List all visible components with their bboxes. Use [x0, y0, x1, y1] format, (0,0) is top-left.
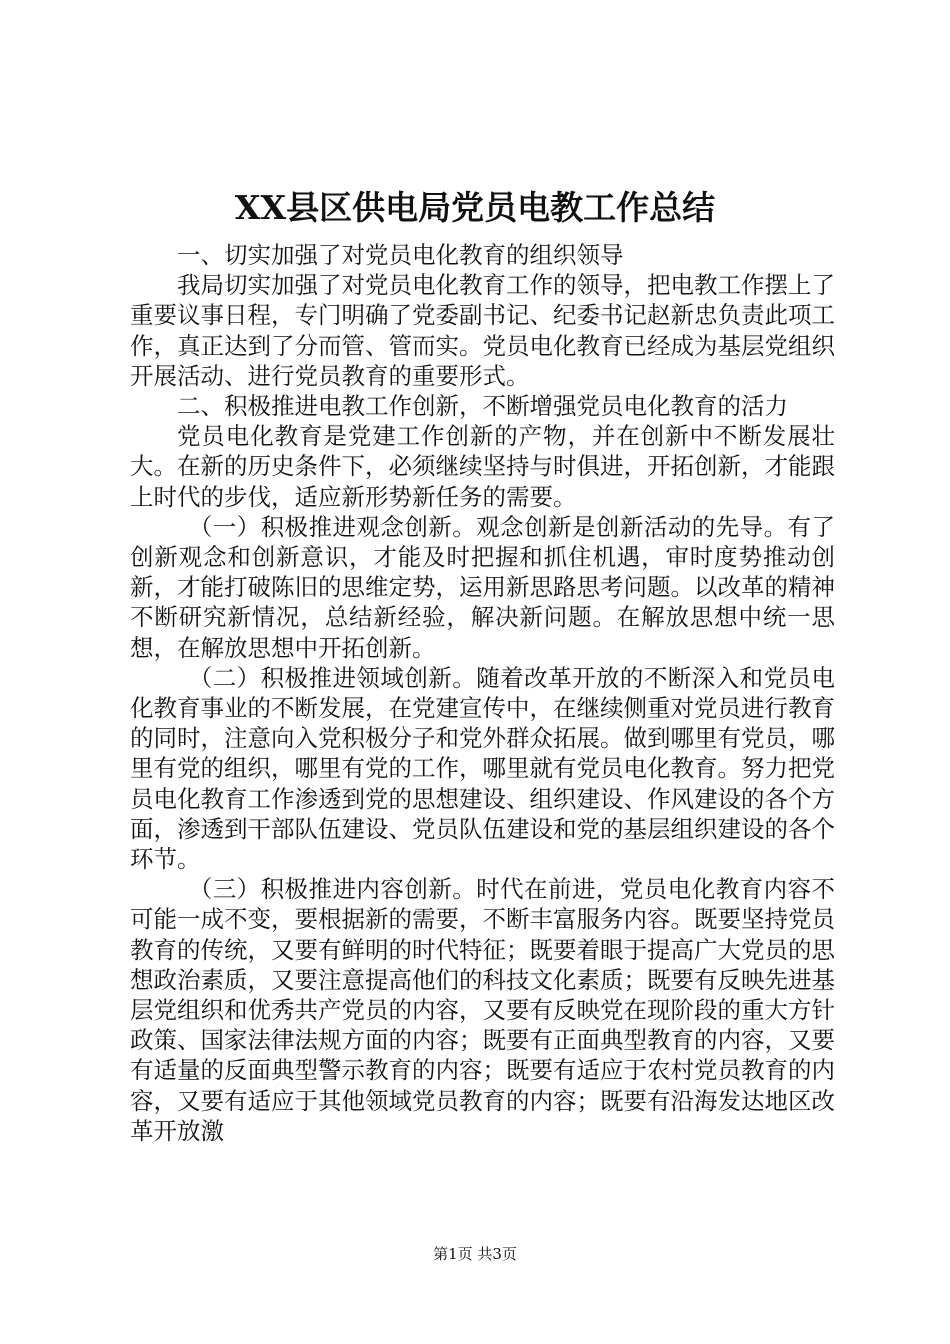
document-title: XX县区供电局党员电教工作总结	[234, 188, 716, 227]
body-paragraph: 党员电化教育是党建工作创新的产物，并在创新中不断发展壮大。在新的历史条件下，必须继续坚持与时俱进，开拓创新，才能跟上时代的步伐，适应新形势新任务的需要。	[130, 422, 835, 511]
section-heading-1: 一、切实加强了对党员电化教育的组织领导	[177, 241, 624, 269]
body-paragraph: 我局切实加强了对党员电化教育工作的领导，把电教工作摆上了重要议事日程，专门明确了党委副书记、纪委书记赵新忠负责此项工作，真正达到了分而管、管而实。党员电化教育已经成为基层党组织开展活动、进行党员教育的重要形式。	[130, 271, 835, 390]
subsection-paragraph-1: （一）积极推进观念创新。观念创新是创新活动的先导。有了创新观念和创新意识，才能及时把握和抓住机遇，审时度势推动创新，才能打破陈旧的思维定势，运用新思路思考问题。以改革的精神不断研究新情况，总结新经验，解决新问题。在解放思想中统一思想，在解放思想中开拓创新。	[130, 512, 835, 662]
subsection-paragraph-2: （二）积极推进领域创新。随着改革开放的不断深入和党员电化教育事业的不断发展，在党建宣传中，在继续侧重对党员进行教育的同时，注意向入党积极分子和党外群众拓展。做到哪里有党员，哪里有党的组织，哪里有党的工作，哪里就有党员电化教育。努力把党员电化教育工作渗透到党的思想建设、组织建设、作风建设的各个方面，渗透到干部队伍建设、党员队伍建设和党的基层组织建设的各个环节。	[130, 663, 835, 874]
document-body	[130, 240, 835, 1146]
page-number-footer: 第1页 共3页	[433, 1245, 517, 1263]
subsection-paragraph-3: （三）积极推进内容创新。时代在前进，党员电化教育内容不可能一成不变，要根据新的需要，不断丰富服务内容。既要坚持党员教育的传统，又要有鲜明的时代特征；既要着眼于提高广大党员的思想政治素质，又要注意提高他们的科技文化素质；既要有反映先进基层党组织和优秀共产党员的内容，又要有反映党在现阶段的重大方针政策、国家法律法规方面的内容；既要有正面典型教育的内容，又要有适量的反面典型警示教育的内容；既要有适应于农村党员教育的内容，又要有适应于其他领域党员教育的内容；既要有沿海发达地区改革开放激	[130, 875, 835, 1145]
section-heading-2: 二、积极推进电教工作创新，不断增强党员电化教育的活力	[177, 392, 788, 421]
